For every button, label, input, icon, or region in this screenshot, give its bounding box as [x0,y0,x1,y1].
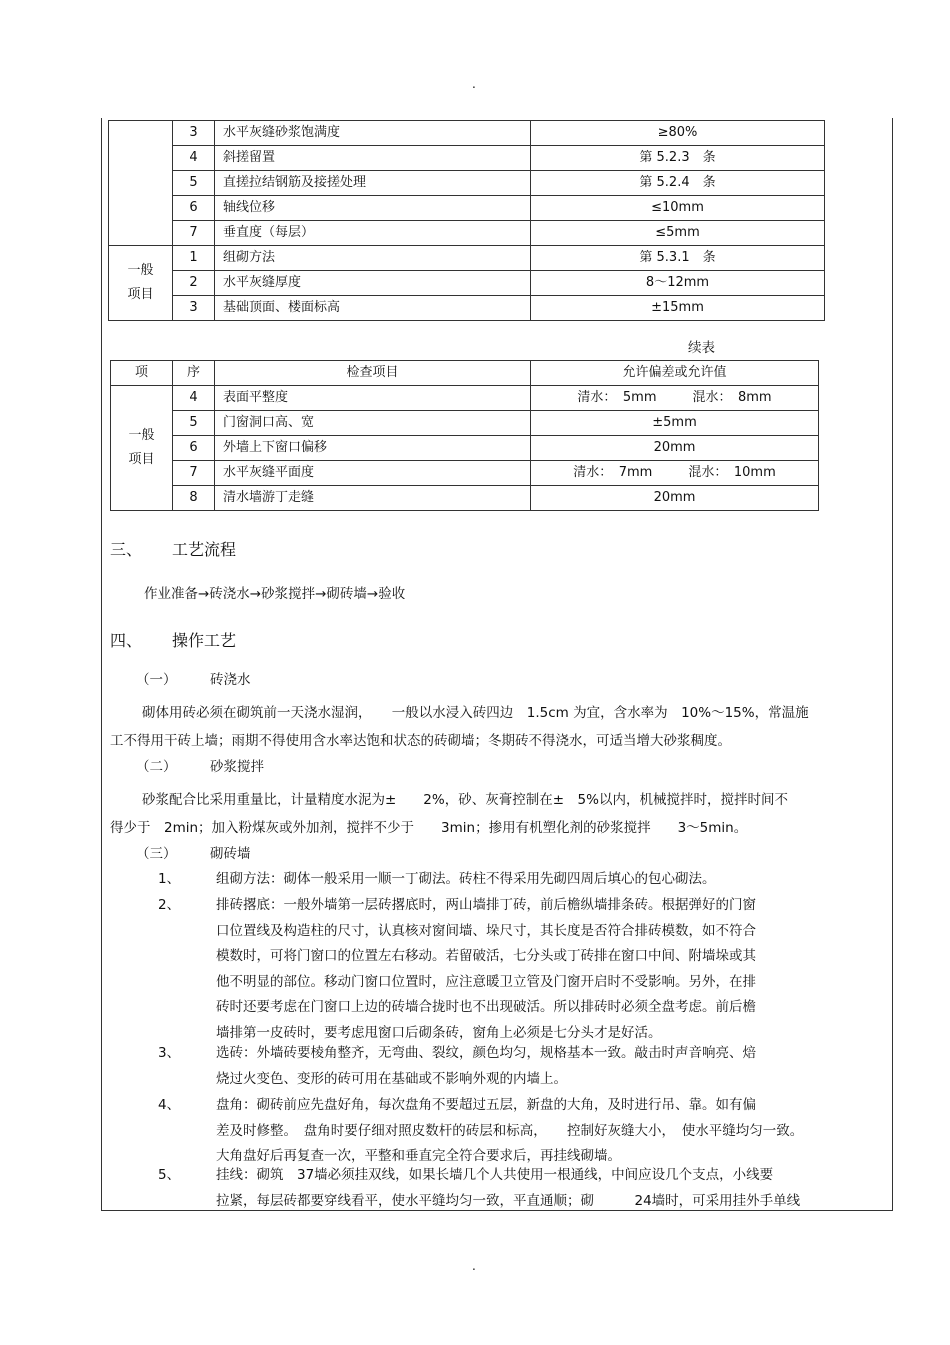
paragraph-line: 砌体用砖必须在砌筑前一天浇水湿润， 一般以水浸入砖四边 1.5cm 为宜，含水率为 10%～15%，常温施 [142,705,809,721]
group-label-line: 项目 [128,452,155,467]
table-row [109,271,825,296]
inspection-table-continued [110,360,819,511]
step-number: 2、 [158,897,181,913]
value-part: 20mm [653,490,696,505]
step-text-line: 挂线：砌筑 37墙必须挂双线，如果长墙几个人共使用一根通线，中间应设几个支点，小线要 [216,1167,774,1183]
subsection-1-title: 砖浇水 [210,672,251,688]
header-allowed-deviation: 允许偏差或允许值 [531,361,819,386]
table-row [111,411,819,436]
step-text-line: 选砖：外墙砖要棱角整齐，无弯曲、裂纹，颜色均匀，规格基本一致。敲击时声音响亮、焙 [216,1045,756,1061]
paragraph-line: 工不得用干砖上墙；雨期不得使用含水率达饱和状态的砖砌墙；冬期砖不得浇水，可适当增大砂浆稠度。 [110,733,731,749]
table-row [109,246,825,271]
value-part: 20mm [653,440,696,455]
row-number: 1 [173,246,215,271]
step-text-line: 大角盘好后再复查一次，平整和垂直完全符合要求后，再挂线砌墙。 [216,1148,621,1165]
step-text-line: 拉紧，每层砖都要穿线看平，使水平缝均匀一致，平直通顺；砌 24墙时，可采用挂外手单线 [216,1192,801,1209]
step-text-line: 墙排第一皮砖时，要考虑甩窗口后砌条砖，窗角上必须是七分头才是好活。 [216,1025,662,1041]
check-item: 水平灰缝厚度 [215,271,531,296]
row-number: 6 [173,436,215,461]
allowed-value: ±15mm [531,296,825,321]
table-header-row [111,361,819,386]
row-number: 2 [173,271,215,296]
allowed-value: ≤10mm [531,196,825,221]
step-text-line: 口位置线及构造柱的尺寸，认真核对窗间墙、垛尺寸，其长度是否符合排砖模数，如不符合 [216,922,756,939]
check-item: 外墙上下窗口偏移 [215,436,531,461]
step-text-line: 排砖撂底：一般外墙第一层砖撂底时，两山墙排丁砖，前后檐纵墙排条砖。根据弹好的门窗 [216,897,756,913]
subsection-1-number: （一） [136,672,177,688]
page-marker-top: . [472,77,476,91]
main-group-cell [109,121,173,246]
section-3-title: 工艺流程 [172,540,237,559]
subsection-3-title: 砌砖墙 [210,846,251,862]
header-item-group: 项 [111,361,173,386]
allowed-value: 第 5.2.3 条 [531,146,825,171]
section-4-title: 操作工艺 [172,631,237,650]
section-3-number: 三、 [110,540,143,559]
table-row [109,221,825,246]
table-row [111,386,819,411]
general-group-cell [109,246,173,321]
value-part: 混水： 10mm [688,465,776,480]
check-item: 清水墙游丁走缝 [215,486,531,511]
table-row [111,461,819,486]
row-number: 5 [173,171,215,196]
subsection-3-number: （三） [136,846,177,862]
check-item: 水平灰缝平面度 [215,461,531,486]
allowed-value: 8～12mm [531,271,825,296]
check-item: 组砌方法 [215,246,531,271]
check-item: 表面平整度 [215,386,531,411]
step-number: 5、 [158,1167,181,1183]
table-row [109,146,825,171]
check-item: 斜搓留置 [215,146,531,171]
subsection-2-title: 砂浆搅拌 [210,759,264,775]
allowed-value [531,486,819,511]
row-number: 4 [173,386,215,411]
allowed-value: ≥80% [531,121,825,146]
check-item: 水平灰缝砂浆饱满度 [215,121,531,146]
row-number: 7 [173,461,215,486]
table-row [111,436,819,461]
general-group-cell [111,386,173,511]
value-part: ±5mm [652,415,697,430]
step-text-line: 模数时，可将门窗口的位置左右移动。若留破活，七分头或丁砖排在窗口中间、附墙垛或其 [216,948,756,965]
value-part: 清水： 5mm [577,390,657,405]
check-item: 门窗洞口高、宽 [215,411,531,436]
table-row [109,121,825,146]
step-number: 4、 [158,1097,181,1113]
inspection-table-main [108,120,825,321]
paragraph-line: 得少于 2min；加入粉煤灰或外加剂，搅拌不少于 3min；掺用有机塑化剂的砂浆搅拌 3～5min。 [110,820,748,836]
step-text-line: 他不明显的部位。移动门窗口位置时，应注意暖卫立管及门窗开启时不受影响。另外，在排 [216,973,756,990]
allowed-value: 第 5.3.1 条 [531,246,825,271]
check-item: 轴线位移 [215,196,531,221]
page-marker-bottom: . [472,1259,476,1273]
table-row [109,296,825,321]
group-label-line: 一般 [128,428,155,443]
group-label-line: 项目 [127,287,154,302]
section-4-number: 四、 [110,631,143,650]
table-row [109,196,825,221]
allowed-value: 第 5.2.4 条 [531,171,825,196]
group-label-line: 一般 [127,263,154,278]
step-number: 1、 [158,871,181,887]
row-number: 6 [173,196,215,221]
step-number: 3、 [158,1045,181,1061]
allowed-value [531,411,819,436]
process-flow: 作业准备→砖浇水→砂浆搅拌→砌砖墙→验收 [144,586,406,602]
paragraph-line: 砂浆配合比采用重量比，计量精度水泥为± 2%，砂、灰膏控制在± 5%以内，机械搅拌时，搅拌时间不 [142,792,788,808]
check-item: 直搓拉结钢筋及接搓处理 [215,171,531,196]
step-text-line: 组砌方法：砌体一般采用一顺一丁砌法。砖柱不得采用先砌四周后填心的包心砌法。 [216,871,716,887]
row-number: 3 [173,121,215,146]
step-text-line: 烧过火变色、变形的砖可用在基础或不影响外观的内墙上。 [216,1070,567,1087]
check-item: 垂直度（每层） [215,221,531,246]
check-item: 基础顶面、楼面标高 [215,296,531,321]
table-row [109,171,825,196]
continued-label: 续表 [688,340,715,356]
allowed-value [531,461,819,486]
row-number: 7 [173,221,215,246]
allowed-value [531,386,819,411]
row-number: 3 [173,296,215,321]
allowed-value: ≤5mm [531,221,825,246]
step-text-line: 盘角：砌砖前应先盘好角，每次盘角不要超过五层，新盘的大角，及时进行吊、靠。如有偏 [216,1097,756,1113]
header-seq: 序 [173,361,215,386]
header-check-item: 检查项目 [215,361,531,386]
allowed-value [531,436,819,461]
row-number: 4 [173,146,215,171]
row-number: 8 [173,486,215,511]
value-part: 清水： 7mm [573,465,653,480]
step-text-line: 砖时还要考虑在门窗口上边的砖墙合拢时也不出现破活。所以排砖时必须全盘考虑。前后檐 [216,999,756,1016]
value-part: 混水： 8mm [692,390,772,405]
row-number: 5 [173,411,215,436]
step-text-line: 差及时修整。 盘角时要仔细对照皮数杆的砖层和标高， 控制好灰缝大小， 使水平缝均匀一致。 [216,1122,804,1139]
table-row [111,486,819,511]
subsection-2-number: （二） [136,759,177,775]
